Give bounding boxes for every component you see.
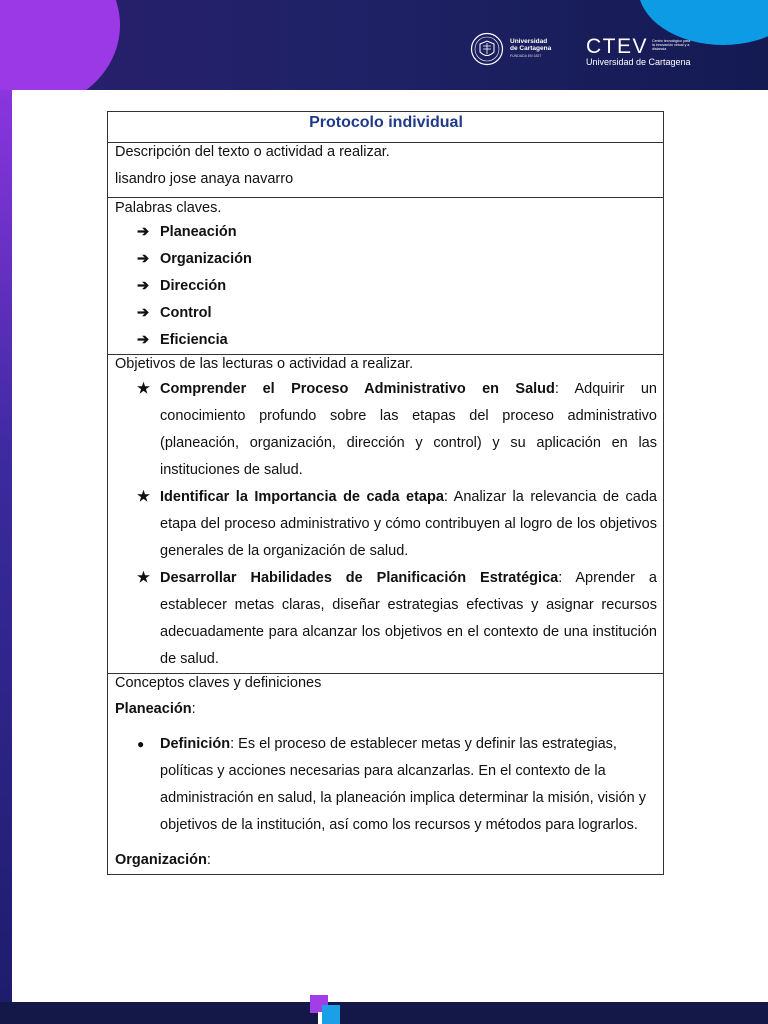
keyword-item: ➔ Control: [137, 300, 657, 327]
description-section: [108, 143, 664, 198]
keyword-item: ➔ Organización: [137, 246, 657, 273]
footer-bar: [0, 1002, 768, 1024]
keywords-list: [115, 219, 657, 354]
definition-list: [115, 731, 657, 839]
concepts-section: [108, 674, 664, 875]
ctev-description: Centro tecnológico para la innovación virtual y a distancia: [652, 39, 691, 52]
arrow-icon: ➔: [137, 305, 150, 321]
arrow-icon: ➔: [137, 332, 150, 348]
star-icon: ★: [137, 381, 150, 397]
page-header: [0, 0, 768, 90]
bullet-icon: ●: [137, 737, 145, 751]
keyword-item: ➔ Eficiencia: [137, 327, 657, 354]
university-founded: FUNDADA EN 1827: [510, 53, 542, 58]
star-icon: ★: [137, 489, 150, 505]
objectives-label: Objetivos de las lecturas o actividad a realizar.: [115, 356, 414, 372]
concepts-label: Conceptos claves y definiciones: [115, 675, 322, 691]
concept-heading: Organización:: [115, 852, 211, 868]
arrow-icon: ➔: [137, 278, 150, 294]
keyword-item: ➔ Planeación: [137, 219, 657, 246]
protocol-table: [107, 111, 664, 875]
arrow-icon: ➔: [137, 224, 150, 240]
objective-item: ★ Desarrollar Habilidades de Planificación Estratégica: Aprender a establecer metas claras, diseñar estrategias efectivas y asignar recursos adecuadamente para alcanzar los objetivos en el contexto de una institución de salud.: [137, 565, 657, 673]
white-square-decor: [318, 1012, 322, 1024]
document-title: Protocolo individual: [108, 112, 664, 143]
author-name: lisandro jose anaya navarro: [115, 171, 294, 187]
keyword-item: ➔ Dirección: [137, 273, 657, 300]
arrow-icon: ➔: [137, 251, 150, 267]
university-name-line2: de Cartagena: [510, 45, 552, 53]
university-seal-icon: [470, 32, 504, 66]
ctev-title: CTEV: [586, 35, 649, 58]
keywords-label: Palabras claves.: [115, 200, 222, 216]
objectives-list: [115, 376, 657, 673]
blue-square-decor: [322, 1005, 340, 1024]
objectives-section: [108, 355, 664, 674]
ctev-subtitle: Universidad de Cartagena: [586, 57, 691, 67]
objective-item: ★ Comprender el Proceso Administrativo en Salud: Adquirir un conocimiento profundo sobre las etapas del proceso administrativo (planeación, organización, dirección y control) y su aplicación en las instituciones de salud.: [137, 376, 657, 484]
ctev-logo: [586, 35, 692, 68]
university-name-line1: Universidad: [510, 37, 548, 45]
purple-decor-shape: [0, 0, 120, 90]
star-icon: ★: [137, 570, 150, 586]
universidad-cartagena-logo: [470, 32, 551, 66]
definition-item: ● Definición: Es el proceso de establecer metas y definir las estrategias, políticas y acciones necesarias para alcanzarlas. En el contexto de la administración en salud, la planeación implica determinar la misión, visión y objetivos de la institución, así como los recursos y métodos para lograrlos.: [137, 731, 657, 839]
description-label: Descripción del texto o actividad a realizar.: [115, 144, 390, 160]
concept-heading: Planeación:: [115, 701, 196, 717]
left-decor-strip: [0, 90, 12, 1024]
objective-item: ★ Identificar la Importancia de cada etapa: Analizar la relevancia de cada etapa del proceso administrativo y cómo contribuyen al logro de los objetivos generales de la organización de salud.: [137, 484, 657, 565]
keywords-section: [108, 198, 664, 355]
